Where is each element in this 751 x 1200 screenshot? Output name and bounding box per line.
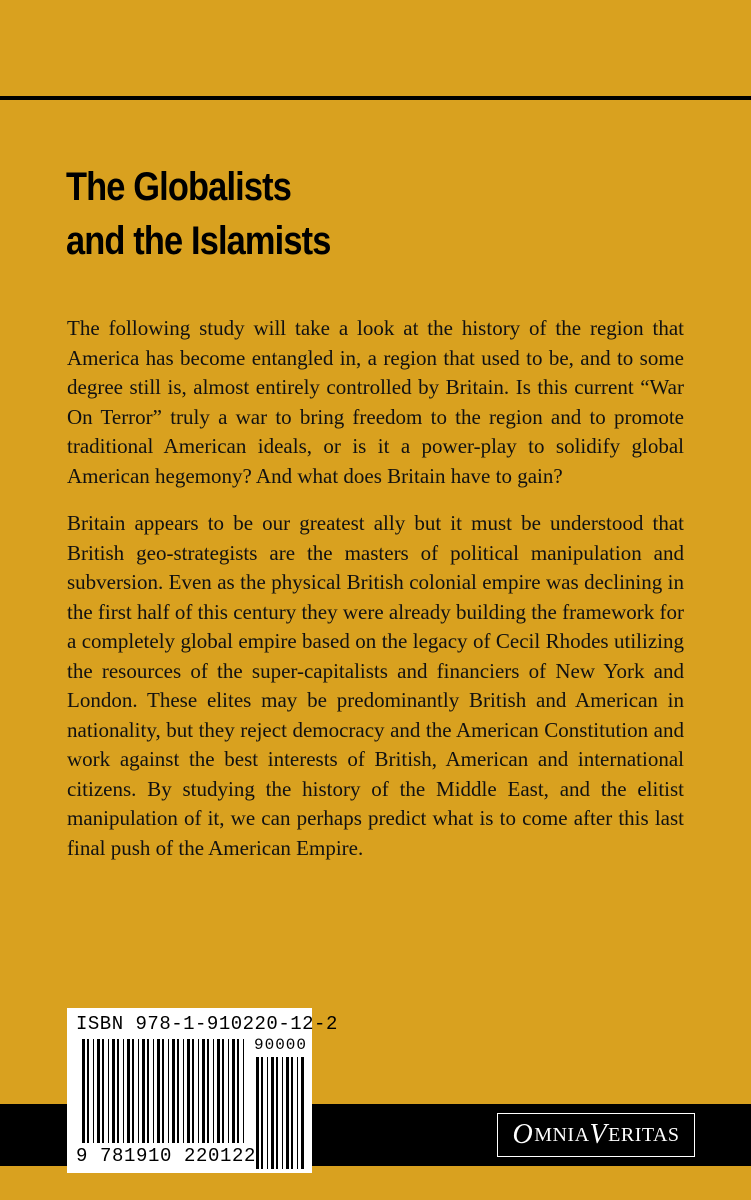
barcode-box — [67, 1008, 338, 1173]
title-line-1: The Globalists — [66, 165, 291, 209]
isbn-label: ISBN 978-1-910220-12-2 — [76, 1013, 338, 1035]
top-rule — [0, 96, 751, 100]
book-title — [66, 160, 599, 268]
blurb-paragraph-1: The following study will take a look at the history of the region that America has become entangled in, a region that used to be, and to some degree still is, almost entirely controlled by Britain. Is this current “War On Terror” truly a war to bring freedom to the region and to promote traditional American ideals, or is it a power-play to solidify global American hegemony? And what does Britain have to gain? — [67, 316, 684, 488]
publisher-logo: O MNIA V ERITAS — [497, 1113, 695, 1157]
ean-digits: 9 781910 220122 — [76, 1145, 257, 1167]
barcode-addon-number: 90000 — [254, 1036, 308, 1054]
blurb-paragraph-2: Britain appears to be our greatest ally but it must be understood that British geo-strategists are the masters of political manipulation and subversion. Even as the physical British colonial empire was declining in the first half of this century they were already building the framework for a completely global empire based on the legacy of Cecil Rhodes utilizing the resources of the super-capitalists and financiers of New York and London. These elites may be predominantly British and American in nationality, but they reject democracy and the American Constitution and work against the best interests of British, American and international citizens. By studying the history of the Middle East, and the elitist manipulation of it, we can perhaps predict what is to come after this last final push of the American Empire. — [67, 511, 684, 860]
title-line-2: and the Islamists — [66, 219, 331, 263]
blurb — [67, 314, 684, 881]
